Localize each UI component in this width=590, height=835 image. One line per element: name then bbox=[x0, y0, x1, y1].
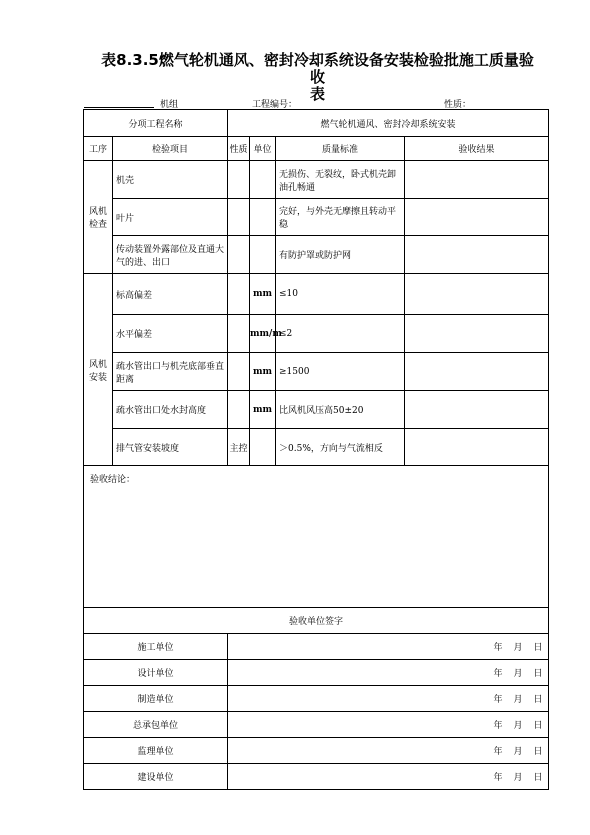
unit-cell bbox=[250, 429, 276, 466]
result-grid-cell[interactable] bbox=[405, 274, 549, 315]
unit-cell: mm bbox=[250, 353, 276, 391]
standard-cell: ≤2 bbox=[276, 315, 405, 353]
day-label: 日 bbox=[533, 721, 543, 731]
year-label: 年 bbox=[493, 773, 503, 783]
col-result: 验收结果 bbox=[405, 137, 549, 161]
day-label: 日 bbox=[533, 695, 543, 705]
document-title bbox=[95, 52, 540, 103]
process-fan-install: 风机安装 bbox=[84, 274, 113, 466]
result-grid-cell[interactable] bbox=[405, 391, 549, 429]
item-cell: 水平偏差 bbox=[113, 315, 228, 353]
month-label: 月 bbox=[513, 773, 523, 783]
month-label: 月 bbox=[513, 643, 523, 653]
standard-cell: ≥1500 bbox=[276, 353, 405, 391]
nature-cell bbox=[228, 315, 250, 353]
unit-cell bbox=[250, 236, 276, 274]
item-cell: 标高偏差 bbox=[113, 274, 228, 315]
sub-project-row bbox=[84, 110, 549, 137]
result-cell[interactable] bbox=[405, 236, 549, 274]
nature-cell bbox=[228, 161, 250, 199]
nature-cell bbox=[228, 236, 250, 274]
col-process: 工序 bbox=[84, 137, 113, 161]
month-label: 月 bbox=[513, 747, 523, 757]
signature-title-row bbox=[84, 608, 549, 634]
day-label: 日 bbox=[533, 669, 543, 679]
month-label: 月 bbox=[513, 669, 523, 679]
conclusion-label: 验收结论： bbox=[90, 475, 136, 485]
unit-label: 机组 bbox=[160, 100, 179, 110]
signature-field[interactable] bbox=[228, 660, 549, 686]
unit-underline bbox=[84, 107, 154, 108]
unit-cell: mm bbox=[250, 274, 276, 315]
table-row bbox=[84, 391, 549, 429]
sub-project-label: 分项工程名称 bbox=[84, 110, 228, 137]
signature-row bbox=[84, 764, 549, 790]
table-row bbox=[84, 353, 549, 391]
nature-cell bbox=[228, 199, 250, 236]
year-label: 年 bbox=[493, 643, 503, 653]
signature-row bbox=[84, 660, 549, 686]
item-cell: 传动装置外露部位及直通大气的进、出口 bbox=[113, 236, 228, 274]
standard-cell: 无损伤、无裂纹，卧式机壳卸油孔畅通 bbox=[276, 161, 405, 199]
signature-row bbox=[84, 634, 549, 660]
year-label: 年 bbox=[493, 747, 503, 757]
signature-field[interactable] bbox=[228, 712, 549, 738]
day-label: 日 bbox=[533, 747, 543, 757]
day-label: 日 bbox=[533, 773, 543, 783]
month-label: 月 bbox=[513, 721, 523, 731]
item-cell: 叶片 bbox=[113, 199, 228, 236]
title-line-2: 表 bbox=[309, 85, 325, 103]
standard-cell: 比风机风压高50±20 bbox=[276, 391, 405, 429]
table-row bbox=[84, 236, 549, 274]
table-row bbox=[84, 199, 549, 236]
unit-cell bbox=[250, 161, 276, 199]
year-label: 年 bbox=[493, 721, 503, 731]
item-cell: 疏水管出口与机壳底部垂直距离 bbox=[113, 353, 228, 391]
signature-row bbox=[84, 686, 549, 712]
standard-cell: 完好，与外壳无摩擦且转动平稳 bbox=[276, 199, 405, 236]
nature-cell bbox=[228, 353, 250, 391]
table-row bbox=[84, 274, 549, 315]
signature-unit-label: 制造单位 bbox=[84, 686, 228, 712]
unit-cell bbox=[250, 199, 276, 236]
standard-cell: 有防护罩或防护网 bbox=[276, 236, 405, 274]
result-grid-cell[interactable] bbox=[405, 353, 549, 391]
item-cell: 排气管安装坡度 bbox=[113, 429, 228, 466]
conclusion-row bbox=[84, 466, 549, 608]
column-header-row bbox=[84, 137, 549, 161]
signature-field[interactable] bbox=[228, 634, 549, 660]
standard-cell: ≤10 bbox=[276, 274, 405, 315]
nature-cell bbox=[228, 274, 250, 315]
signature-field[interactable] bbox=[228, 764, 549, 790]
result-cell[interactable] bbox=[405, 161, 549, 199]
nature-cell bbox=[228, 391, 250, 429]
result-cell[interactable] bbox=[405, 199, 549, 236]
year-label: 年 bbox=[493, 669, 503, 679]
table-row bbox=[84, 161, 549, 199]
item-cell: 机壳 bbox=[113, 161, 228, 199]
table-row bbox=[84, 429, 549, 466]
title-line-1: 表8.3.5燃气轮机通风、密封冷却系统设备安装检验批施工质量验收 bbox=[101, 51, 534, 86]
signature-field[interactable] bbox=[228, 738, 549, 764]
item-cell: 疏水管出口处水封高度 bbox=[113, 391, 228, 429]
process-fan-check: 风机检查 bbox=[84, 161, 113, 274]
inspection-table bbox=[83, 109, 549, 790]
project-no-label: 工程编号： bbox=[252, 100, 298, 110]
col-standard: 质量标准 bbox=[276, 137, 405, 161]
signature-row bbox=[84, 712, 549, 738]
year-label: 年 bbox=[493, 695, 503, 705]
signature-row bbox=[84, 738, 549, 764]
result-cell[interactable] bbox=[405, 429, 549, 466]
month-label: 月 bbox=[513, 695, 523, 705]
col-unit: 单位 bbox=[250, 137, 276, 161]
signature-unit-label: 总承包单位 bbox=[84, 712, 228, 738]
signature-unit-label: 设计单位 bbox=[84, 660, 228, 686]
nature-label: 性质： bbox=[444, 100, 472, 110]
signature-unit-label: 施工单位 bbox=[84, 634, 228, 660]
standard-cell: ＞0.5%，方向与气流相反 bbox=[276, 429, 405, 466]
result-grid-cell[interactable] bbox=[405, 315, 549, 353]
day-label: 日 bbox=[533, 643, 543, 653]
table-row bbox=[84, 315, 549, 353]
sub-project-value: 燃气轮机通风、密封冷却系统安装 bbox=[228, 110, 549, 137]
signature-unit-label: 建设单位 bbox=[84, 764, 228, 790]
col-nature: 性质 bbox=[228, 137, 250, 161]
col-item: 检验项目 bbox=[113, 137, 228, 161]
signature-field[interactable] bbox=[228, 686, 549, 712]
nature-cell: 主控 bbox=[228, 429, 250, 466]
signature-unit-label: 监理单位 bbox=[84, 738, 228, 764]
signature-title: 验收单位签字 bbox=[84, 608, 549, 634]
conclusion-cell[interactable] bbox=[84, 466, 549, 608]
unit-cell: mm/m bbox=[250, 315, 276, 353]
unit-cell: mm bbox=[250, 391, 276, 429]
